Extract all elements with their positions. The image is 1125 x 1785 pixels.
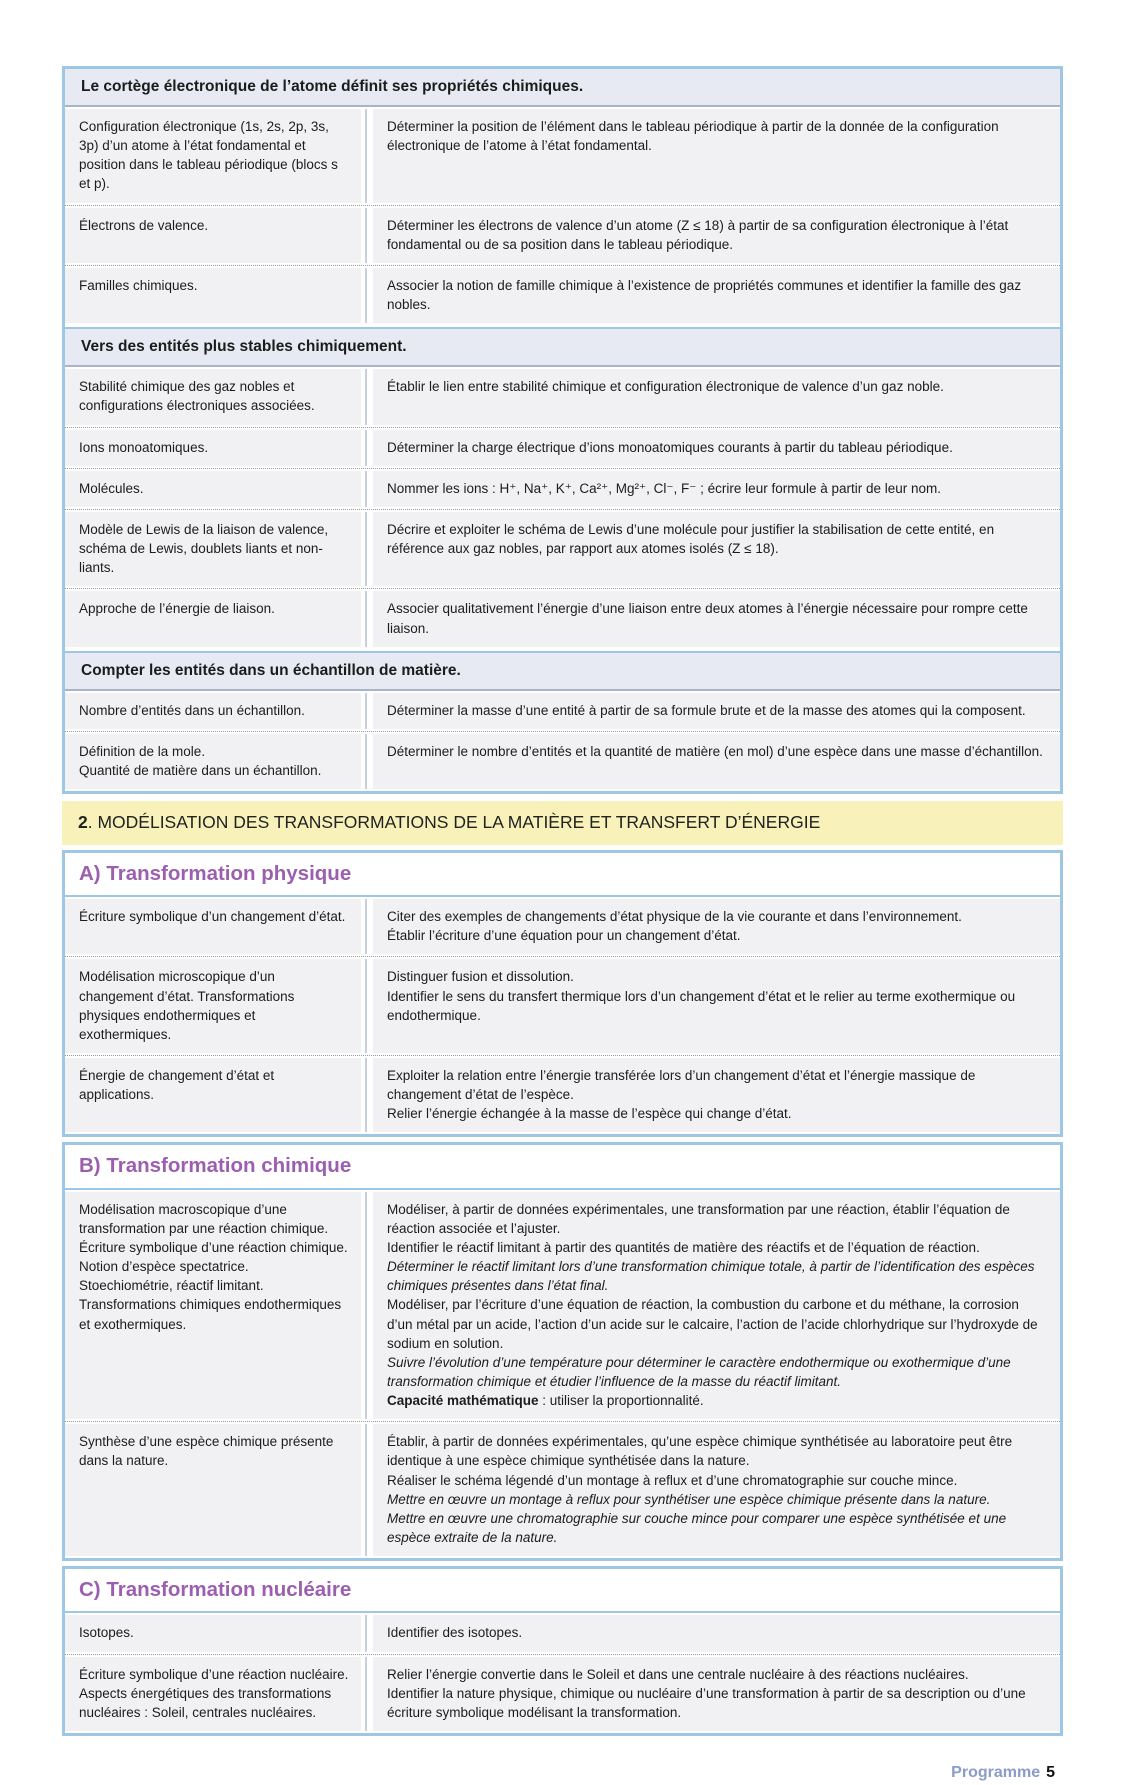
table-row xyxy=(65,427,1060,468)
table-row xyxy=(65,1190,1060,1422)
expectation-line: Relier l’énergie échangée à la masse de l’espèce qui change d’état. xyxy=(387,1106,792,1122)
topic-cell xyxy=(65,208,361,263)
expectation-line: Identifier la nature physique, chimique ou nucléaire d’une transformation à partir de sa description ou d’une écriture symbolique modélisant la transformation. xyxy=(387,1685,1026,1720)
topic-cell xyxy=(65,1657,361,1731)
expectation-cell xyxy=(373,369,1060,424)
table-row xyxy=(65,1421,1060,1558)
topic-cell xyxy=(65,591,361,646)
topic-cell xyxy=(65,959,361,1053)
column-divider xyxy=(365,734,367,789)
expectation-cell xyxy=(373,1615,1060,1651)
column-divider xyxy=(365,1192,367,1420)
expectation-cell xyxy=(373,959,1060,1053)
column-divider xyxy=(365,268,367,323)
table-row xyxy=(65,107,1060,205)
topic-cell xyxy=(65,1424,361,1556)
subsection-table xyxy=(62,1142,1063,1561)
table-row xyxy=(65,509,1060,588)
expectation-cell xyxy=(373,471,1060,507)
topic-line: Quantité de matière dans un échantillon. xyxy=(79,762,322,778)
part-title: . MODÉLISATION DES TRANSFORMATIONS DE LA MATIÈRE ET TRANSFERT D’ÉNERGIE xyxy=(87,812,821,833)
column-divider xyxy=(365,109,367,203)
table-row xyxy=(65,1613,1060,1653)
topic-cell xyxy=(65,512,361,586)
expectation-cell xyxy=(373,1424,1060,1556)
expectation-cell xyxy=(373,208,1060,263)
expectation-line: Exploiter la relation entre l’énergie transférée lors d’un changement d’état et l’énergie massique de changement d’état de l’espèce. xyxy=(387,1068,976,1103)
expectation-line: Modéliser, par l’écriture d’une équation de réaction, la combustion du carbone et du méthane, la corrosion d’un métal par un acide, l’action d’un acide sur le calcaire, l’action de l’acide chlorhydrique sur l’hydroxyde de sodium en solution. xyxy=(387,1297,1038,1351)
table-row xyxy=(65,1055,1060,1134)
topic-cell xyxy=(65,1192,361,1420)
expectation-line: Nommer les ions : H⁺, Na⁺, K⁺, Ca²⁺, Mg²⁺, Cl⁻, F⁻ ; écrire leur formule à partir de leur nom. xyxy=(387,480,942,496)
notions-capacites-table xyxy=(62,66,1063,794)
subsection-table xyxy=(62,1566,1063,1736)
table-row xyxy=(65,265,1060,325)
expectation-line: Identifier le sens du transfert thermique lors d’un changement d’état et le relier au terme exothermique ou endothermique. xyxy=(387,988,1016,1023)
table-row xyxy=(65,691,1060,731)
topic-line: Modélisation microscopique d’un changement d’état. Transformations physiques endothermiques et exothermiques. xyxy=(79,969,295,1042)
topic-line: Modèle de Lewis de la liaison de valence, schéma de Lewis, doublets liants et non-liants. xyxy=(79,521,329,576)
column-divider xyxy=(365,1615,367,1651)
expectation-line: Mettre en œuvre une chromatographie sur couche mince pour comparer une espèce synthétisée et une espèce extraite de la nature. xyxy=(387,1510,1007,1546)
expectation-line: Déterminer la masse d’une entité à partir de sa formule brute et de la masse des atomes qui la composent. xyxy=(387,702,1026,718)
column-divider xyxy=(365,899,367,954)
expectation-cell xyxy=(373,734,1060,789)
column-divider xyxy=(365,1657,367,1731)
topic-cell xyxy=(65,1615,361,1651)
topic-cell xyxy=(65,268,361,323)
expectation-cell xyxy=(373,1192,1060,1420)
expectation-line: Déterminer les électrons de valence d’un atome (Z ≤ 18) à partir de sa configuration électronique à l’état fondamental ou de sa position dans le tableau périodique. xyxy=(387,217,1009,252)
column-divider xyxy=(365,369,367,424)
expectation-cell xyxy=(373,693,1060,729)
expectation-cell xyxy=(373,1657,1060,1731)
expectation-line: Identifier le réactif limitant à partir des quantités de matière des réactifs et de l’équation de réaction. xyxy=(387,1239,980,1255)
topic-line: Notion d’espèce spectatrice. xyxy=(79,1259,249,1275)
column-divider xyxy=(365,430,367,466)
table-row xyxy=(65,468,1060,509)
topic-line: Nombre d’entités dans un échantillon. xyxy=(79,702,305,718)
page-footer xyxy=(62,1762,1063,1785)
expectation-line: Distinguer fusion et dissolution. xyxy=(387,969,574,985)
expectation-line: Capacité mathématique : utiliser la proportionnalité. xyxy=(387,1393,704,1409)
column-divider xyxy=(365,512,367,586)
expectation-line: Déterminer le nombre d’entités et la quantité de matière (en mol) d’une espèce dans une masse d’échantillon. xyxy=(387,743,1043,759)
topic-cell xyxy=(65,430,361,466)
table-row xyxy=(65,1654,1060,1733)
topic-line: Isotopes. xyxy=(79,1625,134,1641)
subsection-heading: C) Transformation nucléaire xyxy=(65,1569,1060,1613)
expectation-line: Citer des exemples de changements d’état physique de la vie courante et dans l’environnement. xyxy=(387,909,962,925)
topic-line: Électrons de valence. xyxy=(79,217,209,233)
subsections-container xyxy=(62,850,1063,1736)
topic-cell xyxy=(65,693,361,729)
expectation-cell xyxy=(373,512,1060,586)
expectation-line: Décrire et exploiter le schéma de Lewis d’une molécule pour justifier la stabilisation de cette entité, en référence aux gaz nobles, par rapport aux atomes isolés (Z ≤ 18). xyxy=(387,521,995,557)
topic-line: Familles chimiques. xyxy=(79,277,198,293)
expectation-line: Associer la notion de famille chimique à l’existence de propriétés communes et identifier la famille des gaz nobles. xyxy=(387,277,1022,313)
expectation-cell xyxy=(373,109,1060,203)
expectation-line: Identifier des isotopes. xyxy=(387,1625,523,1641)
subsection-table xyxy=(62,850,1063,1138)
expectation-cell xyxy=(373,591,1060,646)
expectation-line: Déterminer la position de l’élément dans le tableau périodique à partir de la donnée de la configuration électronique de l’atome à l’état fondamental. xyxy=(387,119,999,154)
expectation-line: Réaliser le schéma légendé d’un montage à reflux et d’une chromatographie sur couche mince. xyxy=(387,1472,958,1488)
footer-label: Programme xyxy=(951,1763,1041,1781)
table-row xyxy=(65,205,1060,265)
expectation-line: Déterminer le réactif limitant lors d’une transformation chimique totale, à partir de l’identification des espèces chimiques présentes dans l’état final. xyxy=(387,1259,1035,1294)
program-document xyxy=(62,66,1063,1785)
topic-cell xyxy=(65,471,361,507)
topic-line: Écriture symbolique d’un changement d’état. xyxy=(79,909,346,925)
topic-line: Transformations chimiques endothermiques et exothermiques. xyxy=(79,1297,342,1332)
table-row xyxy=(65,731,1060,791)
subsection-heading: A) Transformation physique xyxy=(65,853,1060,897)
expectation-line: Mettre en œuvre un montage à reflux pour synthétiser une espèce chimique présente dans la nature. xyxy=(387,1491,991,1507)
column-divider xyxy=(365,591,367,646)
table-row xyxy=(65,588,1060,648)
column-divider xyxy=(365,471,367,507)
table-row xyxy=(65,897,1060,956)
expectation-line: Suivre l’évolution d’une température pour déterminer le caractère endothermique ou exothermique d’une transformation chimique et étudier l’influence de la masse du réactif limitant. xyxy=(387,1354,1011,1389)
expectation-cell xyxy=(373,1058,1060,1132)
column-divider xyxy=(365,959,367,1053)
column-divider xyxy=(365,1424,367,1556)
section-band-header: Le cortège électronique de l’atome définit ses propriétés chimiques. xyxy=(65,69,1060,107)
topic-line: Approche de l’énergie de liaison. xyxy=(79,601,275,617)
topic-line: Configuration électronique (1s, 2s, 2p, 3s, 3p) d’un atome à l’état fondamental et position dans le tableau périodique (blocs s et p). xyxy=(79,119,338,192)
topic-cell xyxy=(65,1058,361,1132)
expectation-cell xyxy=(373,430,1060,466)
expectation-line: Associer qualitativement l’énergie d’une liaison entre deux atomes à l’énergie nécessaire pour rompre cette liaison. xyxy=(387,601,1028,636)
topic-line: Énergie de changement d’état et applications. xyxy=(79,1068,275,1103)
topic-line: Écriture symbolique d’une réaction nucléaire. xyxy=(79,1666,349,1682)
expectation-line: Établir, à partir de données expérimentales, qu’une espèce chimique synthétisée au laboratoire peut être identique à une espèce chimique synthétisée dans la nature. xyxy=(387,1434,1013,1469)
expectation-line: Établir le lien entre stabilité chimique et configuration électronique de valence d’un gaz noble. xyxy=(387,379,944,395)
footer-page-number: 5 xyxy=(1046,1763,1055,1781)
topic-line: Écriture symbolique d’une réaction chimique. xyxy=(79,1239,348,1255)
topic-line: Molécules. xyxy=(79,480,144,496)
expectation-line: Établir l’écriture d’une équation pour un changement d’état. xyxy=(387,928,741,944)
topic-line: Définition de la mole. xyxy=(79,743,206,759)
subsection-heading: B) Transformation chimique xyxy=(65,1145,1060,1189)
expectation-line: Déterminer la charge électrique d’ions monoatomiques courants à partir du tableau périodique. xyxy=(387,439,953,455)
table-row xyxy=(65,367,1060,426)
topic-cell xyxy=(65,109,361,203)
expectation-cell xyxy=(373,899,1060,954)
column-divider xyxy=(365,208,367,263)
expectation-cell xyxy=(373,268,1060,323)
topic-line: Stabilité chimique des gaz nobles et configurations électroniques associées. xyxy=(79,379,315,414)
topic-line: Aspects énergétiques des transformations nucléaires : Soleil, centrales nucléaires. xyxy=(79,1685,332,1720)
section-band-header: Compter les entités dans un échantillon de matière. xyxy=(65,651,1060,691)
topic-line: Ions monoatomiques. xyxy=(79,439,209,455)
column-divider xyxy=(365,1058,367,1132)
part-number: 2 xyxy=(78,812,88,833)
section-band-header: Vers des entités plus stables chimiquement. xyxy=(65,327,1060,367)
expectation-line: Modéliser, à partir de données expérimentales, une transformation par une réaction, établir l’équation de réaction associée et l’ajuster. xyxy=(387,1201,1010,1236)
topic-line: Stoechiométrie, réactif limitant. xyxy=(79,1278,264,1294)
topic-cell xyxy=(65,899,361,954)
topic-cell xyxy=(65,369,361,424)
part-2-banner xyxy=(62,801,1063,845)
topic-line: Modélisation macroscopique d’une transformation par une réaction chimique. xyxy=(79,1201,329,1236)
expectation-line: Relier l’énergie convertie dans le Soleil et dans une centrale nucléaire à des réactions nucléaires. xyxy=(387,1666,969,1682)
column-divider xyxy=(365,693,367,729)
table-row xyxy=(65,956,1060,1055)
topic-line: Synthèse d’une espèce chimique présente dans la nature. xyxy=(79,1434,334,1469)
topic-cell xyxy=(65,734,361,789)
